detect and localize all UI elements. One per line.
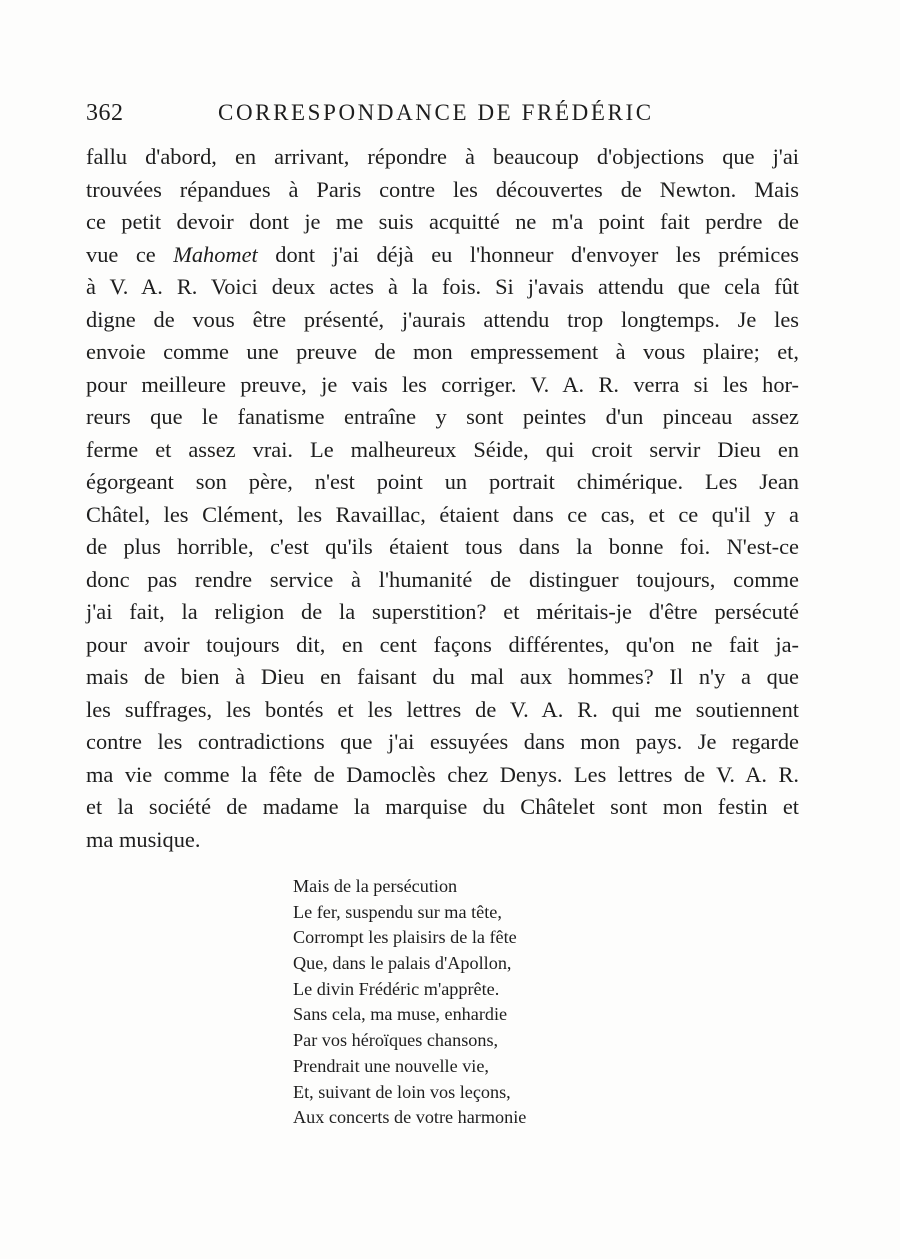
prose-line: donc pas rendre service à l'humanité de distinguer toujours, comme xyxy=(86,566,799,592)
running-head-title: CORRESPONDANCE DE FRÉDÉRIC xyxy=(218,100,654,125)
prose-line: envoie comme une preuve de mon empressement à vous plaire; et, xyxy=(86,339,799,364)
verse-line: Le fer, suspendu sur ma tête, xyxy=(293,901,502,922)
prose-line: pour avoir toujours dit, en cent façons différentes, qu'on ne fait ja- xyxy=(86,631,799,657)
verse-line: Par vos héroïques chansons, xyxy=(293,1030,499,1051)
prose-line: Châtel, les Clément, les Ravaillac, étaient dans ce cas, et ce qu'il y a xyxy=(86,501,799,527)
prose-line: digne de vous être présenté, j'aurais attendu trop longtemps. Je les xyxy=(86,306,799,332)
prose-line: reurs que le fanatisme entraîne y sont peintes d'un pinceau assez xyxy=(86,404,799,429)
prose-text: dont j'ai déjà eu l'honneur d'envoyer les prémices xyxy=(257,241,799,267)
prose-line: égorgeant son père, n'est point un portrait chimérique. Les Jean xyxy=(86,469,799,494)
verse-block xyxy=(293,874,593,1131)
prose-line: trouvées répandues à Paris contre les découvertes de Newton. Mais xyxy=(86,176,799,202)
running-head xyxy=(86,100,816,134)
verse-line: Que, dans le palais d'Apollon, xyxy=(293,953,512,974)
verse-line: Prendrait une nouvelle vie, xyxy=(293,1055,489,1076)
verse-line: Corrompt les plaisirs de la fête xyxy=(293,927,517,948)
prose-line: à V. A. R. Voici deux actes à la fois. Si j'avais attendu que cela fût xyxy=(86,274,799,299)
prose-line: et la société de madame la marquise du Châtelet sont mon festin et xyxy=(86,794,799,819)
prose-line: ma musique. xyxy=(86,826,201,852)
prose-line: ce petit devoir dont je me suis acquitté ne m'a point fait perdre de xyxy=(86,209,799,234)
prose-line: fallu d'abord, en arrivant, répondre à beaucoup d'objections que j'ai xyxy=(86,144,799,169)
verse-line: Sans cela, ma muse, enhardie xyxy=(293,1004,508,1025)
verse-line: Aux concerts de votre harmonie xyxy=(293,1107,527,1128)
work-title-italic: Mahomet xyxy=(173,241,258,267)
prose-line: pour meilleure preuve, je vais les corriger. V. A. R. verra si les hor- xyxy=(86,371,799,397)
prose-line: j'ai fait, la religion de la superstition? et méritais-je d'être persécuté xyxy=(86,599,799,624)
prose-line xyxy=(86,239,799,272)
verse-line: Mais de la persécution xyxy=(293,876,458,896)
letter-body xyxy=(86,141,799,856)
prose-line: de plus horrible, c'est qu'ils étaient tous dans la bonne foi. N'est-ce xyxy=(86,534,799,559)
verse-line: Le divin Frédéric m'apprête. xyxy=(293,978,500,999)
prose-line: les suffrages, les bontés et les lettres de V. A. R. qui me soutiennent xyxy=(86,696,799,722)
prose-line: mais de bien à Dieu en faisant du mal aux hommes? Il n'y a que xyxy=(86,664,799,689)
prose-text: vue ce xyxy=(86,241,174,267)
prose-line: ma vie comme la fête de Damoclès chez Denys. Les lettres de V. A. R. xyxy=(86,761,799,787)
prose-line: ferme et assez vrai. Le malheureux Séide, qui croit servir Dieu en xyxy=(86,436,799,462)
verse-line: Et, suivant de loin vos leçons, xyxy=(293,1081,511,1102)
prose-line: contre les contradictions que j'ai essuyées dans mon pays. Je regarde xyxy=(86,729,799,754)
page-number: 362 xyxy=(86,100,124,126)
